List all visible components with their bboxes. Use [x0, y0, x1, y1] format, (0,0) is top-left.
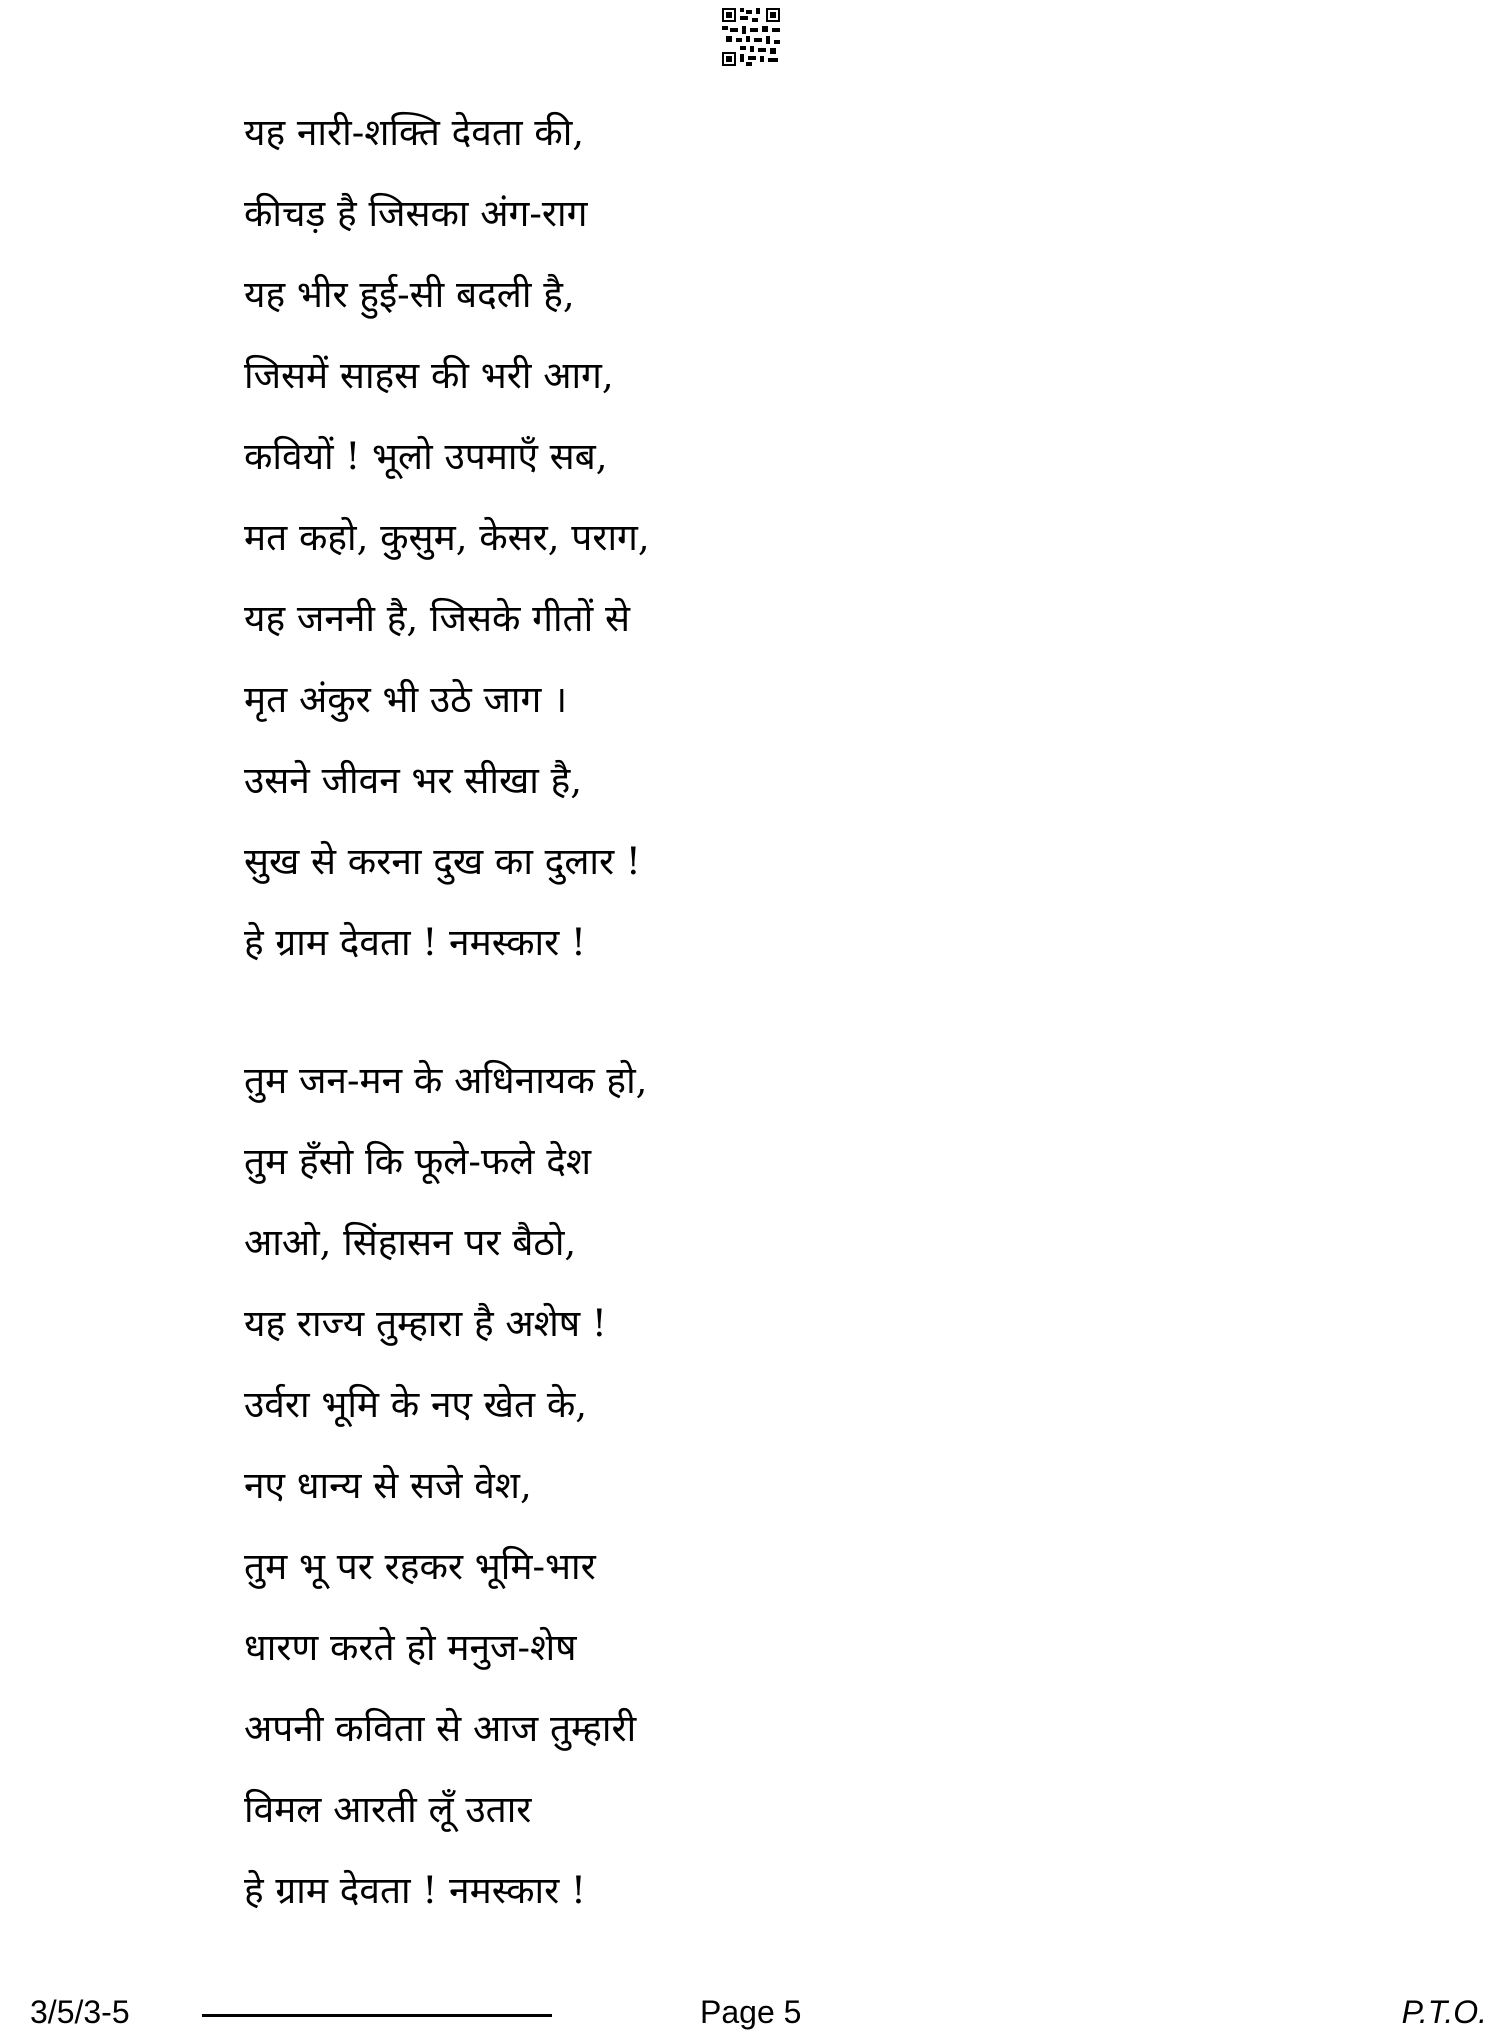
poem-line: यह राज्य तुम्हारा है अशेष ! [244, 1302, 607, 1345]
poem-stanza [244, 1040, 647, 1931]
poem-line: धारण करते हो मनुज-शेष [244, 1626, 577, 1669]
qr-code-icon [722, 8, 780, 66]
poem-line: जिसमें साहस की भरी आग, [244, 354, 614, 397]
poem-line: यह नारी-शक्ति देवता की, [244, 111, 585, 154]
poem-refrain: हे ग्राम देवता ! नमस्कार ! [244, 1869, 586, 1912]
poem-line: मत कहो, कुसुम, केसर, पराग, [244, 516, 650, 559]
page-footer [0, 1990, 1505, 2034]
poem-line: तुम जन-मन के अधिनायक हो, [244, 1059, 648, 1102]
poem-line: नए धान्य से सजे वेश, [244, 1464, 532, 1507]
poem-line: यह जननी है, जिसके गीतों से [244, 597, 630, 640]
poem-line: उर्वरा भूमि के नए खेत के, [244, 1383, 588, 1426]
poem-line: मृत अंकुर भी उठे जाग । [244, 678, 568, 721]
poem-line: अपनी कविता से आज तुम्हारी [244, 1707, 637, 1750]
page-number: Page 5 [700, 1994, 802, 2030]
poem-line: कवियों ! भूलो उपमाएँ सब, [244, 435, 608, 478]
poem-line: तुम हँसो कि फूले-फले देश [244, 1140, 592, 1183]
poem-line: यह भीर हुई-सी बदली है, [244, 273, 575, 316]
poem-line: कीचड़ है जिसका अंग-राग [244, 192, 588, 235]
poem-line: सुख से करना दुख का दुलार ! [244, 840, 641, 883]
poem-line: उसने जीवन भर सीखा है, [244, 759, 583, 802]
question-paper-code: 3/5/3-5 [30, 1994, 130, 2030]
poem-refrain: हे ग्राम देवता ! नमस्कार ! [244, 921, 586, 964]
poem-line: तुम भू पर रहकर भूमि-भार [244, 1545, 596, 1588]
poem-line: विमल आरती लूँ उतार [244, 1788, 532, 1831]
please-turn-over: P.T.O. [1401, 1994, 1487, 2030]
footer-divider [202, 2014, 552, 2017]
poem-stanza [244, 92, 650, 983]
poem-line: आओ, सिंहासन पर बैठो, [244, 1221, 577, 1264]
